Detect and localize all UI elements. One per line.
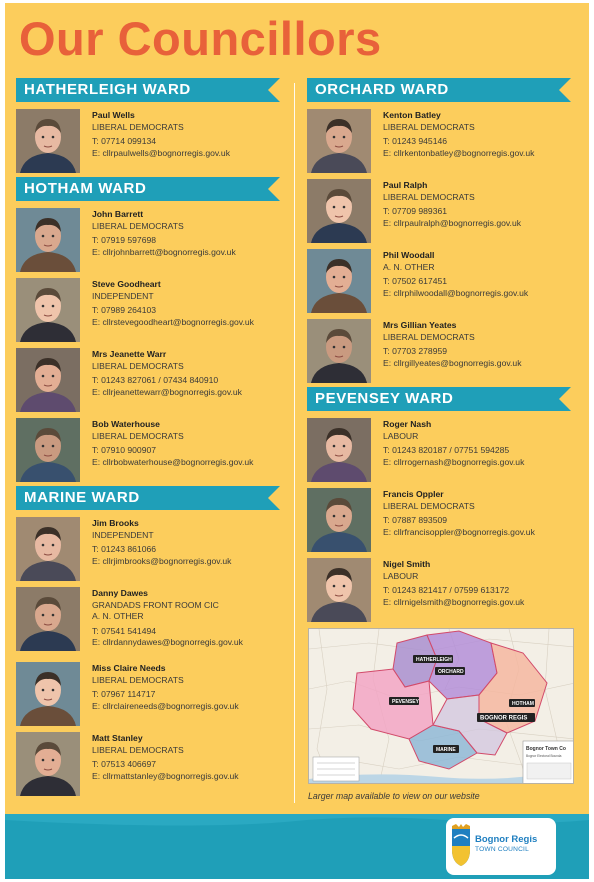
councillor-email[interactable]: E: cllrgillyeates@bognorregis.gov.uk — [383, 357, 522, 368]
portrait-graphic — [307, 319, 371, 383]
portrait-graphic — [16, 662, 80, 726]
councillor-phone[interactable]: T: 07989 264103 — [92, 305, 157, 316]
leaflet-page — [5, 3, 589, 879]
councillor-card — [16, 416, 290, 480]
councillor-party: LIBERAL DEMOCRATS — [383, 500, 475, 511]
councillor-name: Phil Woodall — [383, 250, 435, 260]
councillor-photo — [16, 517, 80, 581]
councillor-info — [383, 419, 583, 468]
councillor-party: INDEPENDENT — [92, 529, 154, 540]
ward-map-graphic — [309, 629, 574, 784]
councillor-name: Francis Oppler — [383, 489, 444, 499]
councillor-phone[interactable]: T: 07513 406697 — [92, 759, 157, 770]
councillor-photo — [307, 558, 371, 622]
ward-heading — [16, 486, 290, 510]
ward-name: HOTHAM WARD — [24, 180, 147, 197]
councillor-photo — [307, 109, 371, 173]
councillor-card — [307, 486, 581, 550]
councillor-phone[interactable]: T: 01243 861066 — [92, 544, 157, 555]
councillor-email[interactable]: E: cllrmattstanley@bognorregis.gov.uk — [92, 770, 239, 781]
ward-heading — [307, 387, 581, 411]
page-title: Our Councillors — [19, 12, 382, 65]
councillor-email[interactable]: E: cllrclaireneeds@bognorregis.gov.uk — [92, 700, 239, 711]
portrait-graphic — [307, 558, 371, 622]
councillor-info — [92, 209, 292, 258]
councillor-email[interactable]: E: cllrfrancisoppler@bognorregis.gov.uk — [383, 526, 535, 537]
councillor-photo — [307, 488, 371, 552]
councillor-info — [383, 110, 583, 159]
councillor-party: LIBERAL DEMOCRATS — [383, 331, 475, 342]
ward-map[interactable] — [308, 628, 574, 784]
councillor-party: LIBERAL DEMOCRATS — [383, 191, 475, 202]
portrait-graphic — [307, 249, 371, 313]
town-council-logo[interactable] — [446, 818, 556, 875]
councillor-phone[interactable]: T: 01243 820187 / 07751 594285 — [383, 445, 510, 456]
councillor-name: Danny Dawes — [92, 588, 148, 598]
councillor-info — [92, 518, 292, 567]
column-divider — [294, 83, 295, 803]
councillor-party: LIBERAL DEMOCRATS — [92, 674, 184, 685]
portrait-graphic — [16, 418, 80, 482]
councillor-party: LIBERAL DEMOCRATS — [92, 744, 184, 755]
councillor-party: LABOUR — [383, 570, 419, 581]
councillor-photo — [16, 348, 80, 412]
councillor-party: LABOUR — [383, 430, 419, 441]
councillor-photo — [16, 732, 80, 796]
ward-name: MARINE WARD — [24, 489, 140, 506]
councillor-phone[interactable]: T: 07919 597698 — [92, 235, 157, 246]
councillor-phone[interactable]: T: 07541 541494 — [92, 625, 157, 636]
councillor-party: LIBERAL DEMOCRATS — [92, 360, 184, 371]
councillor-info — [92, 733, 292, 782]
councillor-photo — [16, 418, 80, 482]
councillor-name: Bob Waterhouse — [92, 419, 160, 429]
portrait-graphic — [16, 348, 80, 412]
footer-band — [5, 814, 589, 879]
councillor-card — [307, 556, 581, 620]
logo-line-1: Bognor Regis — [475, 834, 538, 845]
ward-banner-notch — [268, 78, 280, 102]
councillor-phone[interactable]: T: 07502 617451 — [383, 276, 448, 287]
councillor-card — [307, 107, 581, 171]
councillor-phone[interactable]: T: 07910 900907 — [92, 445, 157, 456]
map-label-town: BOGNOR REGIS — [480, 715, 528, 722]
ward-name: HATHERLEIGH WARD — [24, 81, 191, 98]
councillor-name: Paul Wells — [92, 110, 135, 120]
councillor-photo — [16, 109, 80, 173]
councillor-card — [16, 346, 290, 410]
councillor-card — [16, 107, 290, 171]
map-label-pevensey: PEVENSEY — [392, 699, 419, 705]
councillor-party: LIBERAL DEMOCRATS — [383, 121, 475, 132]
councillor-email[interactable]: E: cllrnigelsmith@bognorregis.gov.uk — [383, 596, 525, 607]
councillor-photo — [307, 179, 371, 243]
ward-heading — [16, 78, 290, 102]
councillor-card — [16, 206, 290, 270]
councillor-party-secondary: A. N. OTHER — [92, 611, 144, 622]
councillor-name: Mrs Gillian Yeates — [383, 320, 457, 330]
councillor-name: Miss Claire Needs — [92, 663, 166, 673]
councillor-phone[interactable]: T: 07967 114717 — [92, 689, 156, 700]
councillor-info — [92, 588, 292, 649]
map-label-hatherleigh: HATHERLEIGH — [416, 657, 452, 663]
councillor-photo — [16, 278, 80, 342]
councillor-card — [16, 585, 290, 654]
ward-name: PEVENSEY WARD — [315, 390, 454, 407]
councillor-photo — [307, 249, 371, 313]
crest-icon — [450, 824, 472, 868]
councillor-email[interactable]: E: cllrphilwoodall@bognorregis.gov.uk — [383, 287, 529, 298]
councillor-party: LIBERAL DEMOCRATS — [92, 220, 184, 231]
councillor-name: Mrs Jeanette Warr — [92, 349, 167, 359]
councillor-info — [383, 250, 583, 299]
councillor-email[interactable]: E: cllrbobwaterhouse@bognorregis.gov.uk — [92, 456, 254, 467]
councillor-phone[interactable]: T: 01243 821417 / 07599 613172 — [383, 585, 510, 596]
councillor-email[interactable]: E: cllrpaulralph@bognorregis.gov.uk — [383, 217, 522, 228]
councillor-card — [16, 515, 290, 579]
councillor-party: A. N. OTHER — [383, 261, 435, 272]
councillor-phone[interactable]: T: 01243 827061 / 07434 840910 — [92, 375, 219, 386]
ward-banner-notch — [268, 177, 280, 201]
councillor-name: Paul Ralph — [383, 180, 428, 190]
councillor-party: GRANDADS FRONT ROOM CIC — [92, 599, 219, 610]
councillor-info — [383, 320, 583, 369]
councillor-card — [307, 247, 581, 311]
ward-heading — [307, 78, 581, 102]
logo-line-2: TOWN COUNCIL — [475, 846, 529, 853]
councillor-photo — [16, 587, 80, 651]
portrait-graphic — [307, 109, 371, 173]
portrait-graphic — [307, 179, 371, 243]
portrait-graphic — [16, 517, 80, 581]
councillor-email[interactable]: E: cllrpaulwells@bognorregis.gov.uk — [92, 147, 231, 158]
ward-heading — [16, 177, 290, 201]
portrait-graphic — [16, 278, 80, 342]
councillor-info — [383, 559, 583, 608]
councillor-email[interactable]: E: cllrjimbrooks@bognorregis.gov.uk — [92, 555, 232, 566]
map-caption: Larger map available to view on our website — [308, 791, 480, 801]
councillor-name: Kenton Batley — [383, 110, 441, 120]
councillor-party: INDEPENDENT — [92, 290, 154, 301]
councillor-email[interactable]: E: cllrstevegoodheart@bognorregis.gov.uk — [92, 316, 254, 327]
councillor-name: Steve Goodheart — [92, 279, 161, 289]
councillor-info — [383, 489, 583, 538]
portrait-graphic — [16, 732, 80, 796]
ward-name: ORCHARD WARD — [315, 81, 449, 98]
councillor-party: LIBERAL DEMOCRATS — [92, 121, 184, 132]
councillor-phone[interactable]: T: 07703 278959 — [383, 346, 448, 357]
councillor-party: LIBERAL DEMOCRATS — [92, 430, 184, 441]
councillor-name: Nigel Smith — [383, 559, 431, 569]
councillor-info — [92, 419, 292, 468]
councillor-email[interactable]: E: cllrkentonbatley@bognorregis.gov.uk — [383, 147, 535, 158]
councillor-photo — [307, 418, 371, 482]
map-legend-sub: Bognor Electoral Bounda — [526, 754, 562, 758]
councillor-photo — [16, 662, 80, 726]
councillor-name: Roger Nash — [383, 419, 432, 429]
ward-banner-notch — [268, 486, 280, 510]
portrait-graphic — [307, 418, 371, 482]
councillor-phone[interactable]: T: 07709 989361 — [383, 206, 448, 217]
councillor-photo — [307, 319, 371, 383]
right-column — [307, 78, 581, 626]
councillor-photo — [16, 208, 80, 272]
councillor-phone[interactable]: T: 07714 099134 — [92, 136, 157, 147]
councillor-info — [92, 663, 292, 712]
ward-banner-notch — [559, 387, 571, 411]
councillor-email[interactable]: E: cllrjohnbarrett@bognorregis.gov.uk — [92, 246, 236, 257]
councillor-card — [16, 660, 290, 724]
councillor-phone[interactable]: T: 07887 893509 — [383, 515, 448, 526]
councillor-card — [16, 730, 290, 794]
left-column — [16, 78, 290, 800]
councillor-name: John Barrett — [92, 209, 144, 219]
ward-banner-notch — [559, 78, 571, 102]
portrait-graphic — [16, 587, 80, 651]
map-label-hotham: HOTHAM — [512, 701, 534, 707]
councillor-info — [383, 180, 583, 229]
councillor-info — [92, 110, 292, 159]
councillor-card — [307, 416, 581, 480]
portrait-graphic — [16, 109, 80, 173]
map-label-marine: MARINE — [436, 747, 456, 753]
map-legend-title: Bognor Town Co — [526, 746, 566, 752]
councillor-phone[interactable]: T: 01243 945146 — [383, 136, 448, 147]
councillor-email[interactable]: E: cllrrogernash@bognorregis.gov.uk — [383, 456, 525, 467]
councillor-card — [307, 177, 581, 241]
councillor-email[interactable]: E: cllrjeanettewarr@bognorregis.gov.uk — [92, 386, 242, 397]
portrait-graphic — [307, 488, 371, 552]
councillor-info — [92, 349, 292, 398]
councillor-info — [92, 279, 292, 328]
councillor-name: Matt Stanley — [92, 733, 143, 743]
map-label-orchard: ORCHARD — [438, 669, 464, 675]
councillor-name: Jim Brooks — [92, 518, 139, 528]
councillor-email[interactable]: E: cllrdannydawes@bognorregis.gov.uk — [92, 637, 243, 648]
councillor-card — [16, 276, 290, 340]
portrait-graphic — [16, 208, 80, 272]
councillor-card — [307, 317, 581, 381]
